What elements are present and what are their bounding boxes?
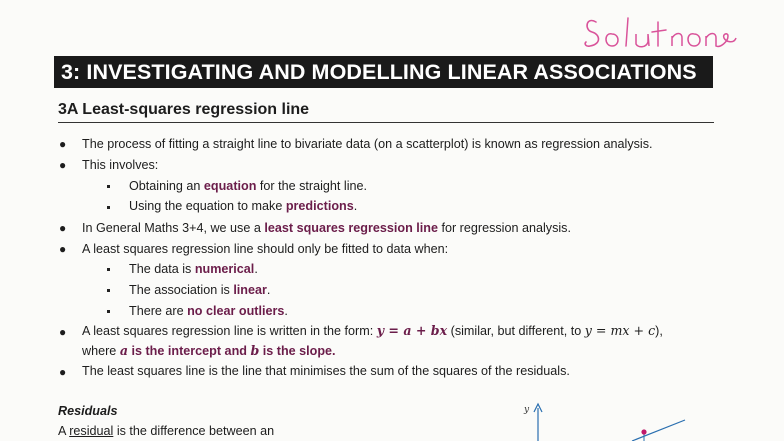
sub-bullet-numerical [129,261,258,277]
sub-bullet-square [107,185,110,188]
formula-mx-c: y = mx + c [584,323,656,338]
bullet-text-form-line2 [82,343,336,359]
bullet-dot: ● [59,325,67,339]
bullet-text-involves: This involves: [82,158,159,172]
text-fragment: where [82,344,120,358]
bullet-text-fitted-when: A least squares regression line should only be fitted to data when: [82,242,449,256]
text-fragment: A least squares regression line is written in the form: [82,324,377,338]
residual-plot [520,398,720,441]
handwritten-solutions-note [582,8,742,56]
text-fragment: There are [129,304,188,318]
bullet-text-form [82,323,663,339]
text-fragment: The association is [129,283,234,297]
text-fragment: Using the equation to make [129,199,286,213]
bullet-dot: ● [59,137,67,151]
section-title: 3A Least-squares regression line [58,100,714,123]
text-fragment: ), [655,324,663,338]
sub-bullet-square [107,206,110,209]
residuals-heading: Residuals [58,404,118,418]
text-fragment: . [266,283,271,297]
bullet-dot: ● [59,365,67,379]
emphasis-numerical: numerical [194,262,255,276]
bullet-dot: ● [59,221,67,235]
symbol-b: b [250,343,260,358]
text-fragment: for regression analysis. [437,221,571,235]
bullet-dot: ● [59,158,67,172]
emphasis-slope: is the slope. [259,344,336,358]
sub-bullet-equation [129,178,367,194]
handwriting-drawing [582,8,742,56]
bullet-text-minimises: The least squares line is the line that minimises the sum of the squares of the residuals. [82,364,570,378]
data-point [641,429,646,434]
text-fragment: is the difference between an [113,424,275,438]
text-fragment: for the straight line. [256,179,368,193]
text-fragment: (similar, but different, to [447,324,585,338]
bullet-dot: ● [59,242,67,256]
text-fragment: . [353,199,358,213]
emphasis-outliers: no clear outliers [187,304,285,318]
sub-bullet-linear [129,282,270,298]
underlined-residual: residual [69,424,114,438]
sub-bullet-predictions [129,198,357,214]
text-fragment: The data is [129,262,195,276]
emphasis-intercept: is the intercept and [127,344,251,358]
emphasis-predictions: predictions [285,199,354,213]
text-fragment: Obtaining an [129,179,204,193]
residuals-definition [58,424,274,438]
sub-bullet-square [107,289,110,292]
emphasis-equation: equation [203,179,257,193]
bullet-text-general-maths [82,220,571,236]
chapter-title: 3: INVESTIGATING AND MODELLING LINEAR ASSOCIATIONS [54,56,713,88]
text-fragment: A [58,424,70,438]
text-fragment: . [284,304,288,318]
symbol-a: a [119,343,128,358]
sub-bullet-outliers [129,303,288,319]
sub-bullet-square [107,268,110,271]
text-fragment: In General Maths 3+4, we use a [82,221,265,235]
formula-lsrl: y = a + bx [376,323,448,338]
text-fragment: . [254,262,258,276]
handwriting-text: Solutions [582,53,591,55]
bullet-text-regression: The process of fitting a straight line to bivariate data (on a scatterplot) is known as regression analysis. [82,137,653,151]
emphasis-lsrl: least squares regression line [264,221,438,235]
emphasis-linear: linear [233,283,267,297]
y-axis-label: y [524,405,530,415]
regression-line [632,420,685,441]
sub-bullet-square [107,310,110,313]
